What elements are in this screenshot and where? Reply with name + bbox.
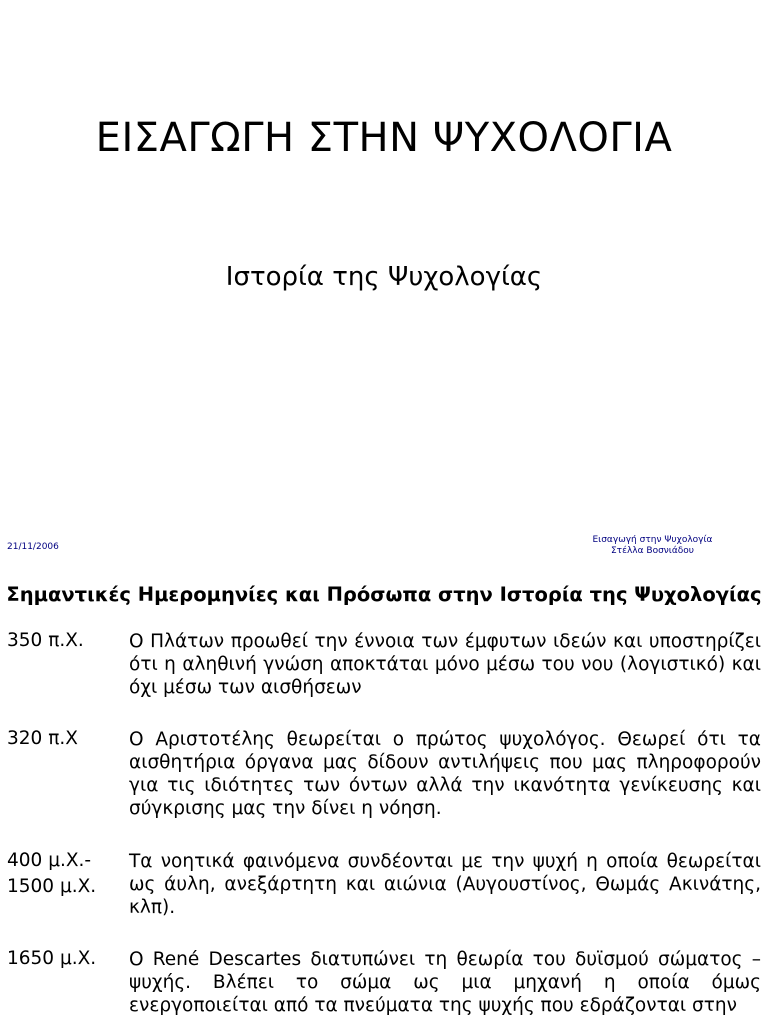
entry-date: 1650 μ.Χ. bbox=[7, 948, 97, 969]
slide-title: ΕΙΣΑΓΩΓΗ ΣΤΗΝ ΨΥΧΟΛΟΓΙΑ bbox=[95, 115, 673, 161]
entry-text: Ο Πλάτων προωθεί την έννοια των έμφυτων ιδεών και υποστηρίζει ότι η αληθινή γνώση αποκτάται μόνο μέσω του νου (λογιστικό) και όχι μέσω των αισθήσεων bbox=[129, 631, 761, 698]
entry-text: Τα νοητικά φαινόμενα συνδέονται με την ψυχή η οποία θεωρείται ως άυλη, ανεξάρτητη και αιώνια (Αυγουστίνος, Θωμάς Ακινάτης, κλπ). bbox=[129, 851, 761, 918]
footer-course: Εισαγωγή στην Ψυχολογία bbox=[592, 535, 713, 545]
footer-date: 21/11/2006 bbox=[7, 542, 59, 552]
timeline-heading: Σημαντικές Ημερομηνίες και Πρόσωπα στην Ιστορία της Ψυχολογίας bbox=[6, 583, 762, 606]
timeline-entry bbox=[0, 946, 768, 1017]
timeline-entry bbox=[0, 848, 768, 919]
entry-text: Ο René Descartes διατυπώνει τη θεωρία του δυϊσμού σώματος – ψυχής. Βλέπει το σώμα ως μια μηχανή η οποία όμως ενεργοποιείται από τα πνεύματα της ψυχής που εδράζονται στην bbox=[129, 949, 761, 1016]
footer-credit bbox=[580, 535, 725, 557]
entry-date: 400 μ.Χ.- 1500 μ.Χ. bbox=[7, 850, 97, 897]
timeline-entry bbox=[0, 726, 768, 820]
entry-date: 320 π.Χ bbox=[7, 728, 78, 749]
entry-text: Ο Αριστοτέλης θεωρείται ο πρώτος ψυχολόγος. Θεωρεί ότι τα αισθητήρια όργανα μας δίδουν αντιλήψεις που μας πληροφορούν για τις ιδιότητες των όντων αλλά την ικανότητα γενίκευσης και σύγκρισης μας την δίνει η νόηση. bbox=[129, 729, 761, 819]
timeline-entry bbox=[0, 628, 768, 699]
footer-author: Στέλλα Βοσνιάδου bbox=[610, 546, 695, 556]
entry-date: 350 π.Χ. bbox=[7, 630, 84, 651]
timeline-page bbox=[0, 580, 768, 1017]
slide-subtitle: Ιστορία της Ψυχολογίας bbox=[225, 262, 543, 292]
